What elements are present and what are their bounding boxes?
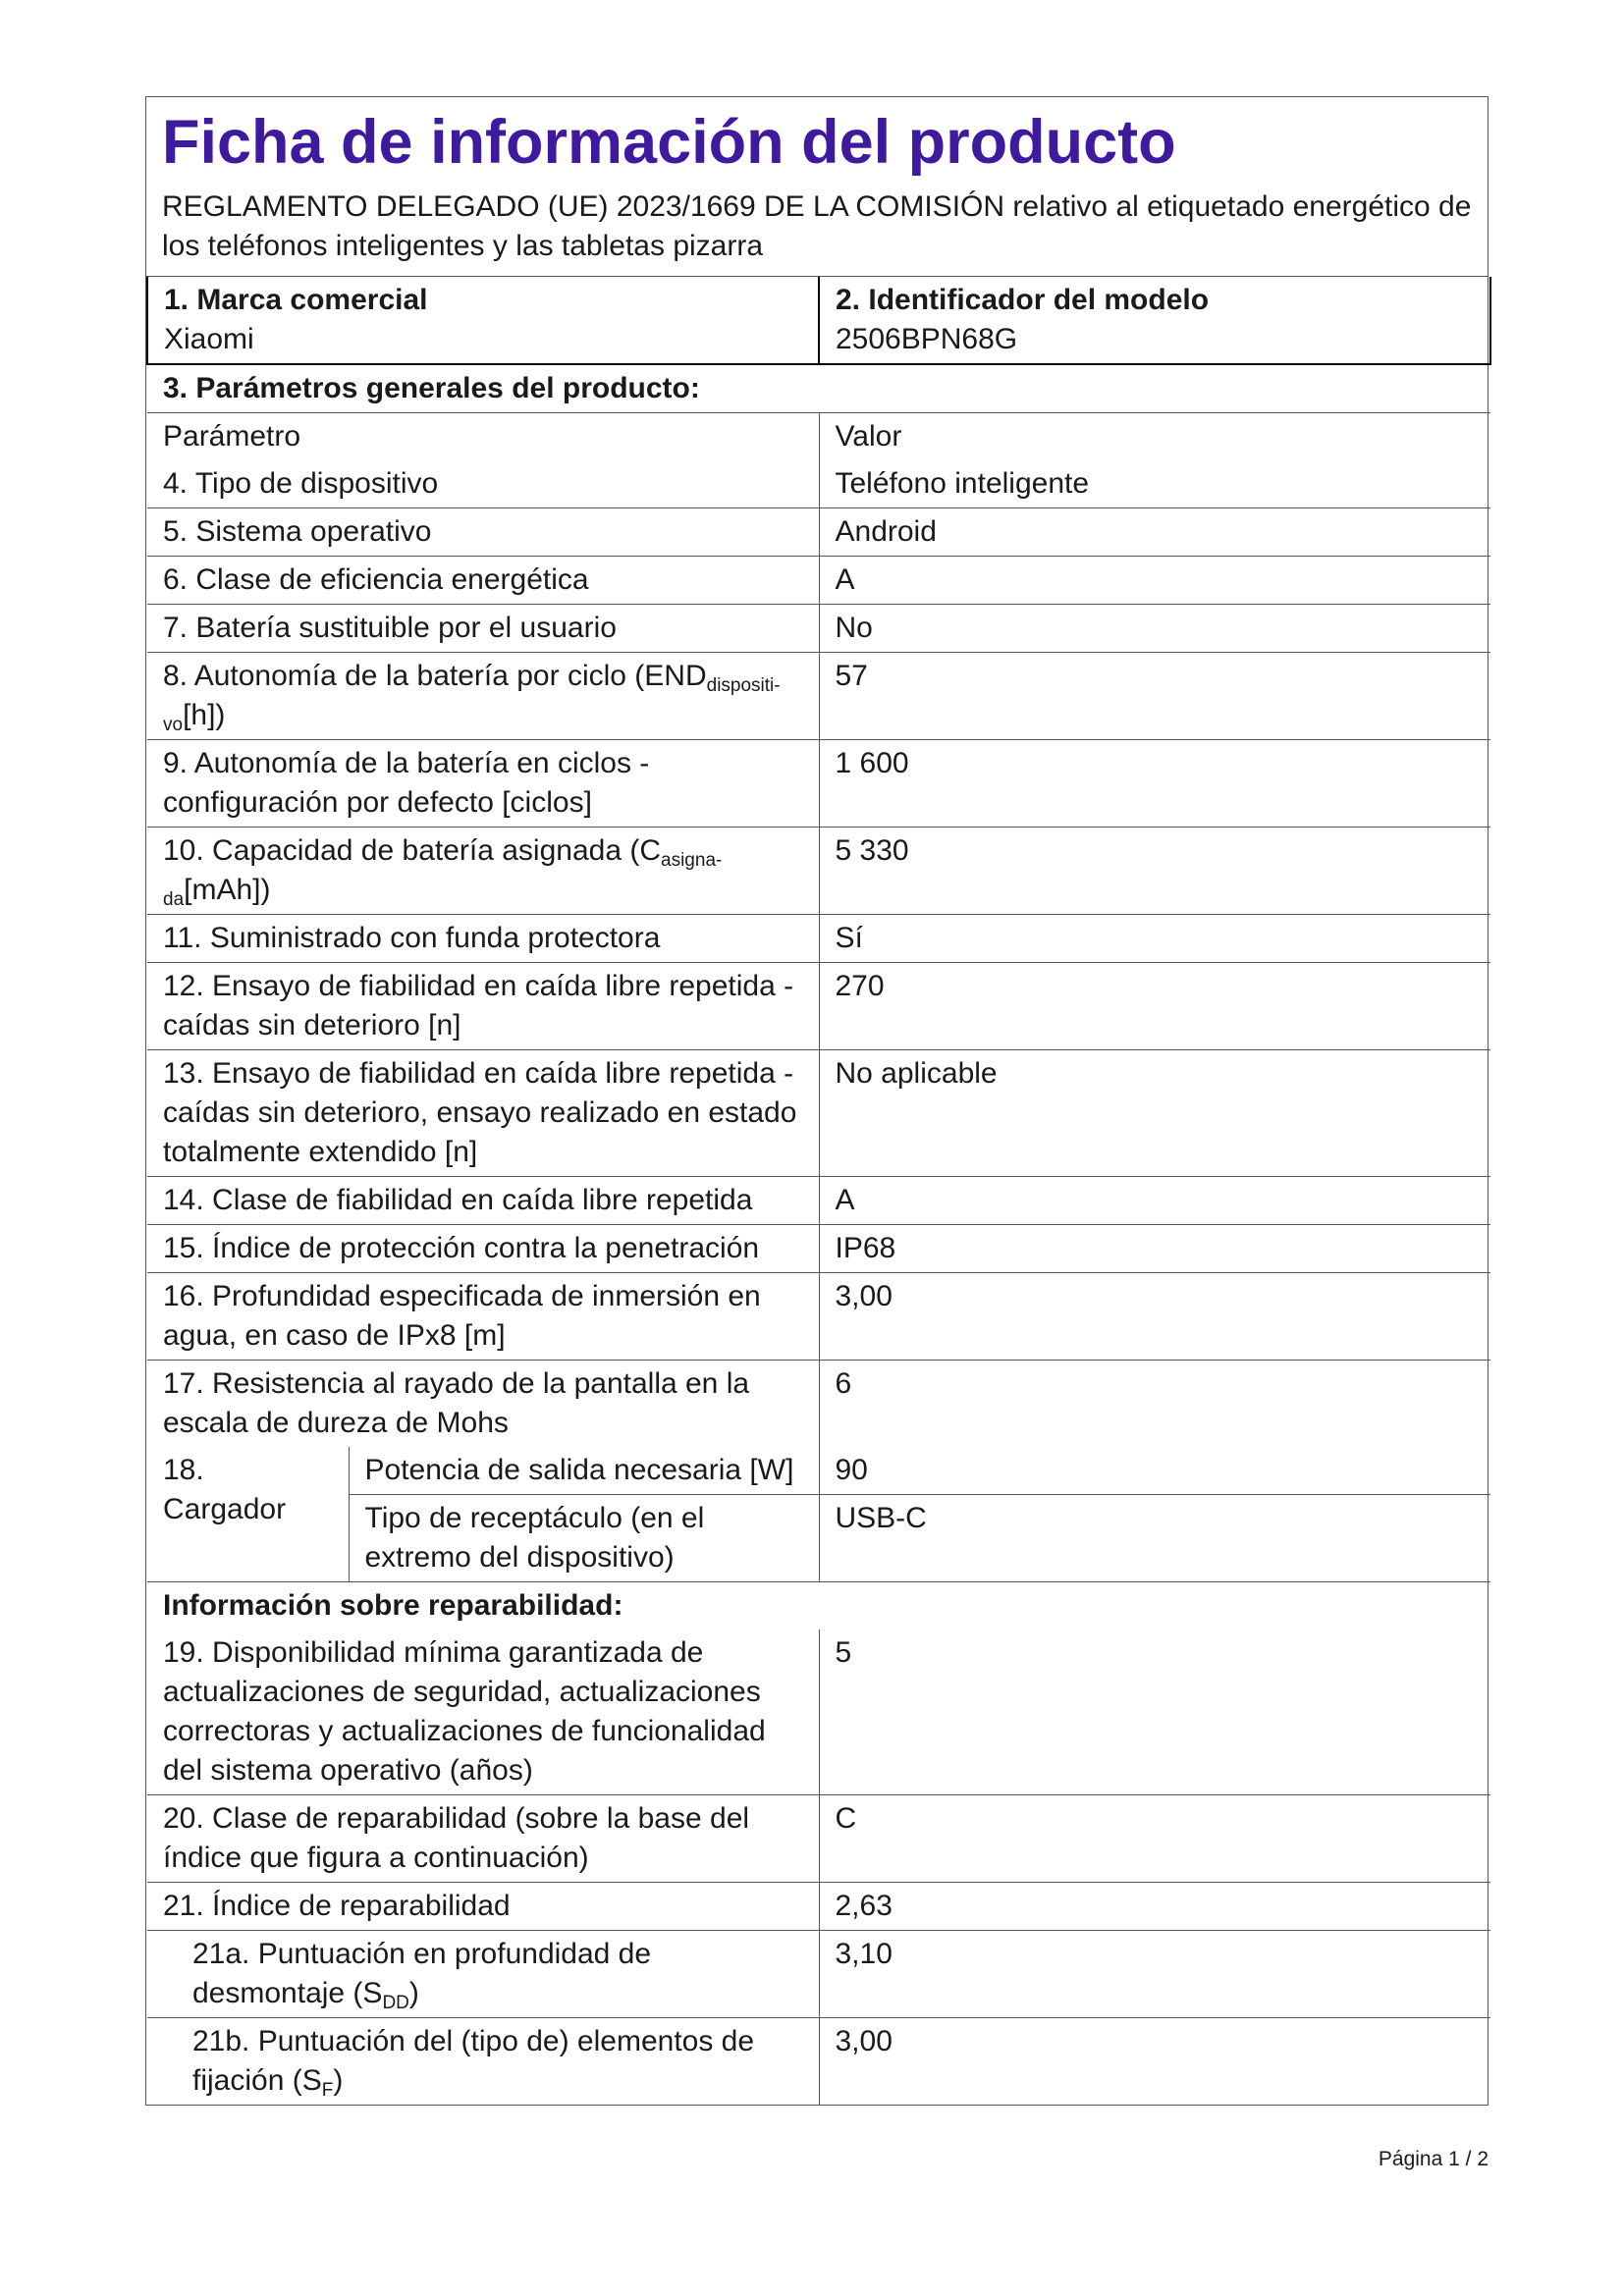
table-row (147, 915, 1490, 963)
parameter-label (147, 2018, 819, 2106)
table-row (147, 1361, 1490, 1448)
parameter-value: 6 (819, 1361, 1490, 1448)
label-subscript-cont: vo (163, 715, 184, 735)
page-title: Ficha de información del producto (162, 108, 1176, 177)
table-row (147, 963, 1490, 1050)
table-row (147, 1050, 1490, 1177)
parameter-label: 11. Suministrado con funda protectora (147, 915, 819, 963)
parameter-value: No (819, 605, 1490, 653)
table-row (147, 605, 1490, 653)
parameter-value: 1 600 (819, 740, 1490, 828)
charger-receptacle-row (147, 1495, 1490, 1582)
parameter-label: 9. Autonomía de la batería en ciclos - configuración por defecto [ciclos] (147, 740, 819, 828)
parameter-label: 6. Clase de eficiencia energética (147, 557, 819, 605)
charger-power-value: 90 (819, 1447, 1490, 1495)
page-number: Página 1 / 2 (1378, 2148, 1489, 2170)
table-row (147, 508, 1490, 557)
label-subscript-cont: da (163, 889, 185, 910)
charger-row (147, 1447, 1490, 1495)
label-subscript: F (321, 2080, 334, 2101)
repair-heading: Información sobre reparabilidad: (147, 1582, 1490, 1630)
regulation-subtitle: REGLAMENTO DELEGADO (UE) 2023/1669 DE LA COMISIÓN relativo al etiquetado energético de los teléfonos inteligentes y las tabletas pizarra (162, 190, 1472, 262)
parameter-label: 13. Ensayo de fiabilidad en caída libre repetida - caídas sin deterioro, ensayo realizado en estado totalmente extendido [n] (147, 1050, 819, 1177)
parameter-label: 20. Clase de reparabilidad (sobre la base del índice que figura a continuación) (147, 1795, 819, 1883)
parameter-label: 4. Tipo de dispositivo (147, 460, 819, 508)
table-row (147, 740, 1490, 828)
parameter-label (147, 1931, 819, 2018)
parameter-label: 21. Índice de reparabilidad (147, 1883, 819, 1931)
table-row (147, 1931, 1490, 2018)
parameter-label: 14. Clase de fiabilidad en caída libre repetida (147, 1177, 819, 1225)
label-text: 8. Autonomía de la batería por ciclo (END (163, 660, 707, 692)
table-row (147, 1795, 1490, 1883)
parameter-value: 57 (819, 653, 1490, 740)
parameter-value: 5 (819, 1629, 1490, 1795)
parameter-value: Teléfono inteligente (819, 460, 1490, 508)
table-row (147, 460, 1490, 508)
table-row (147, 1883, 1490, 1931)
parameter-label: 19. Disponibilidad mínima garantizada de actualizaciones de seguridad, actualizaciones correctoras y actualizaciones de funcionalidad del sistema operativo (años) (147, 1629, 819, 1795)
charger-receptacle-label: Tipo de receptáculo (en el extremo del dispositivo) (349, 1495, 819, 1582)
parameter-value: Sí (819, 915, 1490, 963)
parameter-value: 2,63 (819, 1883, 1490, 1931)
brand-row (147, 277, 1490, 364)
brand-cell (147, 277, 819, 364)
label-text-end: ) (333, 2064, 344, 2097)
model-cell (819, 277, 1490, 364)
general-rows (147, 460, 1490, 1447)
table-row (147, 828, 1490, 915)
label-subscript: DD (382, 1993, 409, 2013)
repair-heading-row (147, 1582, 1490, 1630)
charger-receptacle-value: USB-C (819, 1495, 1490, 1582)
parameter-label (147, 828, 819, 915)
parameter-value: 3,10 (819, 1931, 1490, 2018)
general-heading: 3. Parámetros generales del producto: (147, 364, 1490, 413)
table-row (147, 2018, 1490, 2106)
label-subscript: asigna- (661, 850, 723, 871)
label-text: 21a. Puntuación en profundidad de desmontaje (S (192, 1938, 652, 2009)
parameter-value: Android (819, 508, 1490, 557)
label-text-end: ) (408, 1977, 419, 2009)
label-text: 10. Capacidad de batería asignada (C (163, 834, 662, 867)
parameter-value: 3,00 (819, 2018, 1490, 2106)
sheet-header (146, 97, 1488, 277)
table-row (147, 1629, 1490, 1795)
column-header-param: Parámetro (147, 413, 819, 461)
table-row (147, 557, 1490, 605)
parameter-value: C (819, 1795, 1490, 1883)
label-text: 21b. Puntuación del (tipo de) elementos de fijación (S (192, 2025, 755, 2097)
repair-rows (147, 1629, 1490, 2105)
label-text-end: [mAh]) (184, 874, 271, 906)
parameter-value: A (819, 557, 1490, 605)
parameter-label: 5. Sistema operativo (147, 508, 819, 557)
charger-power-label: Potencia de salida necesaria [W] (349, 1447, 819, 1495)
table-row (147, 653, 1490, 740)
label-text-end: [h]) (183, 699, 226, 731)
charger-label (147, 1447, 349, 1582)
table-row (147, 1273, 1490, 1361)
column-header-value: Valor (819, 413, 1490, 461)
product-table (146, 277, 1491, 2105)
parameter-value: 270 (819, 963, 1490, 1050)
parameter-label: 12. Ensayo de fiabilidad en caída libre repetida - caídas sin deterioro [n] (147, 963, 819, 1050)
brand-label: 1. Marca comercial (164, 284, 428, 316)
parameter-label: 15. Índice de protección contra la penetración (147, 1225, 819, 1273)
general-heading-row (147, 364, 1490, 413)
parameter-label: 16. Profundidad especificada de inmersión en agua, en caso de IPx8 [m] (147, 1273, 819, 1361)
model-label: 2. Identificador del modelo (836, 284, 1210, 316)
column-header-row (147, 413, 1490, 461)
table-row (147, 1177, 1490, 1225)
parameter-value: No aplicable (819, 1050, 1490, 1177)
parameter-label: 17. Resistencia al rayado de la pantalla en la escala de dureza de Mohs (147, 1361, 819, 1448)
product-info-sheet (145, 96, 1489, 2106)
table-row (147, 1225, 1490, 1273)
brand-value: Xiaomi (164, 323, 254, 355)
parameter-value: 3,00 (819, 1273, 1490, 1361)
parameter-label: 7. Batería sustituible por el usuario (147, 605, 819, 653)
model-value: 2506BPN68G (836, 323, 1018, 355)
parameter-value: 5 330 (819, 828, 1490, 915)
parameter-value: A (819, 1177, 1490, 1225)
parameter-label (147, 653, 819, 740)
charger-label-text: 18. Cargador (163, 1454, 287, 1525)
label-subscript: dispositi- (706, 675, 781, 696)
parameter-value: IP68 (819, 1225, 1490, 1273)
